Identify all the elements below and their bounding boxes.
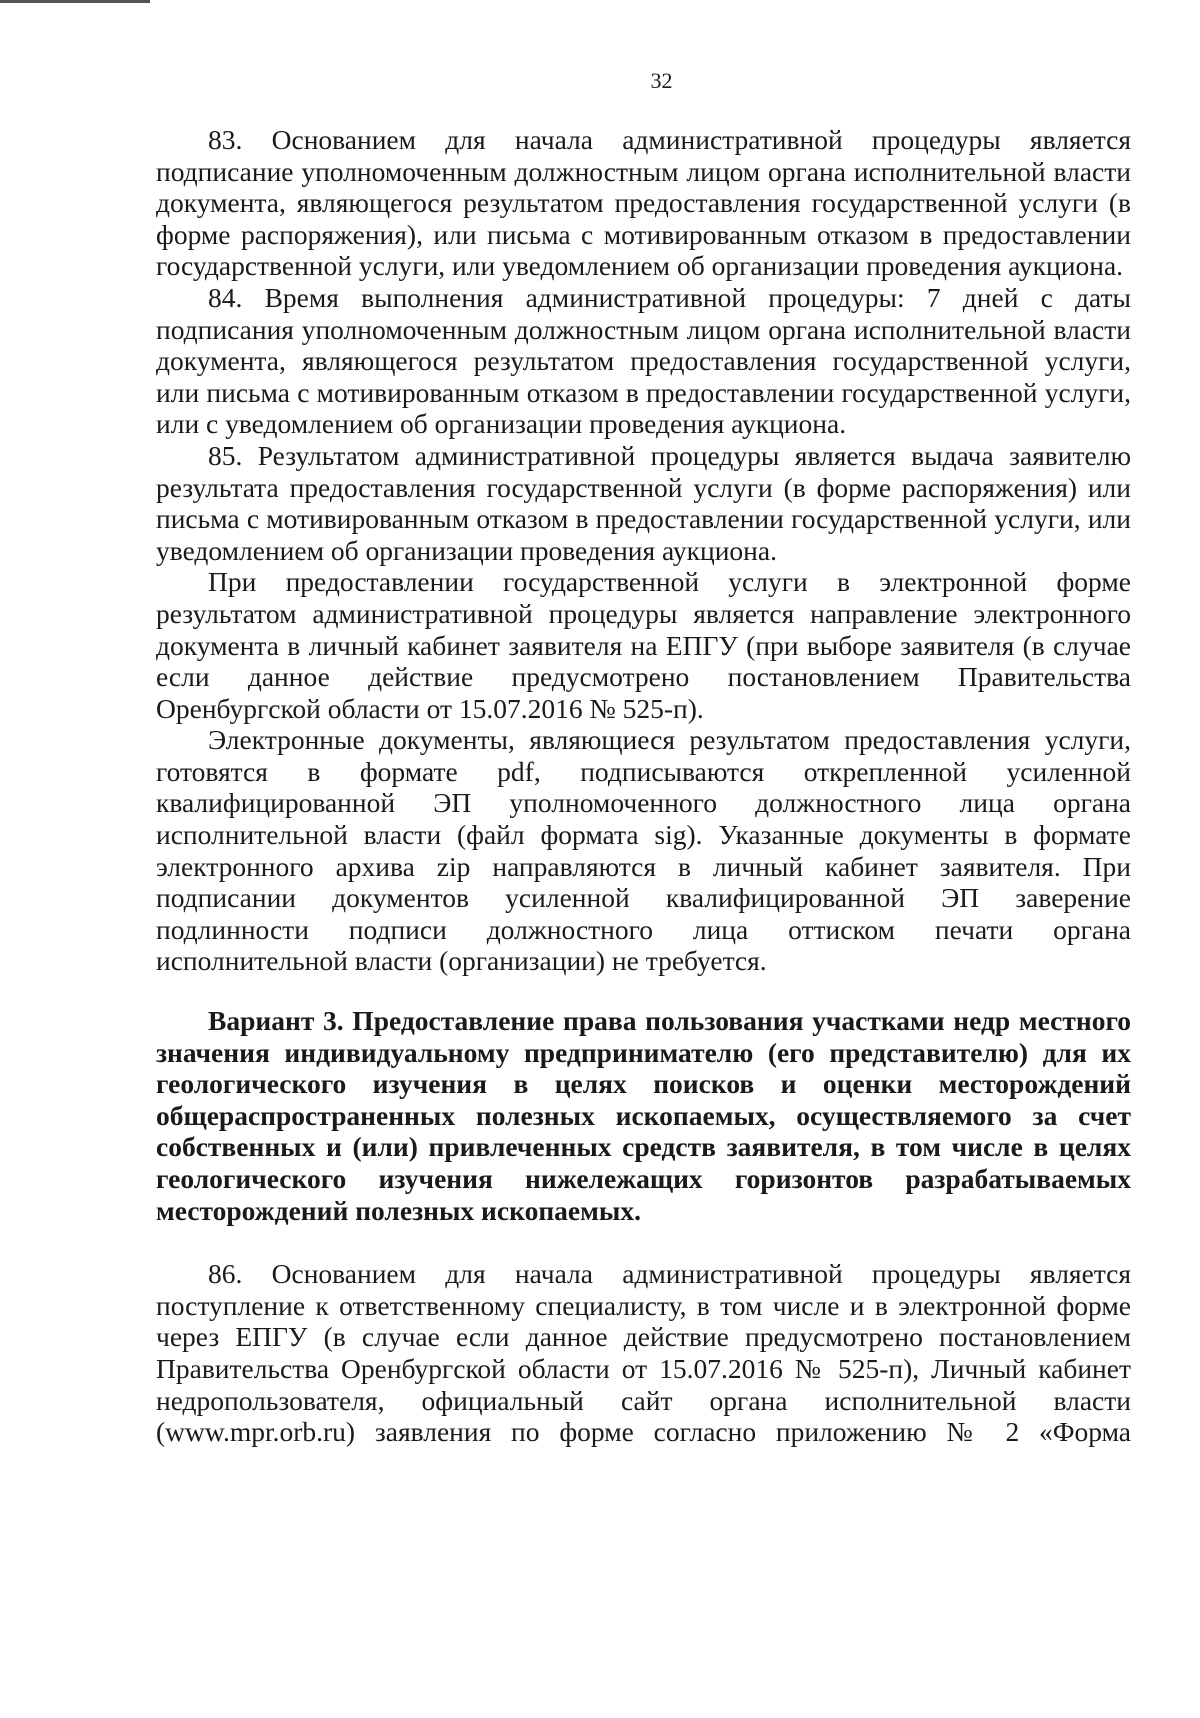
section-heading-variant-3: Вариант 3. Предоставление права пользования участками недр местного значения индивидуальному предпринимателю (его представителю) для их геологического изучения в целях поисков и оценки месторождений общераспространенных полезных ископаемых, осуществляемого за счет собственных и (или) привлеченных средств заявителя, в том числе в целях геологического изучения нижележащих горизонтов разрабатываемых месторождений полезных ископаемых. [156,1005,1131,1226]
paragraph-84: 84. Время выполнения административной процедуры: 7 дней с даты подписания уполномоченным должностным лицом органа исполнительной власти документа, являющегося результатом предоставления государственной услуги, или письма с мотивированным отказом в предоставлении государственной услуги, или с уведомлением об организации проведения аукциона. [156,281,1131,440]
paragraph-electronic-documents: Электронные документы, являющиеся результатом предоставления услуги, готовятся в формате pdf, подписываются открепленной усиленной квалифицированной ЭП уполномоченного должностного лица органа исполнительной власти (файл формата sig). Указанные документы в формате электронного архива zip направляются в личный кабинет заявителя. При подписании документов усиленной квалифицированной ЭП заверение подлинности подписи должностного лица оттиском печати органа исполнительной власти (организации) не требуется. [156,724,1131,977]
paragraph-83: 83. Основанием для начала административной процедуры является подписание уполномоченным должностным лицом органа исполнительной власти документа, являющегося результатом предоставления государственной услуги (в форме распоряжения), или письма с мотивированным отказом в предоставлении государственной услуги, или уведомлением об организации проведения аукциона. [156,124,1131,282]
page-number: 32 [650,68,673,93]
paragraph-85: 85. Результатом административной процедуры является выдача заявителю результата предоставления государственной услуги (в форме распоряжения) или письма с мотивированным отказом в предоставлении государственной услуги, или уведомлением об организации проведения аукциона. [156,439,1131,566]
paragraph-86: 86. Основанием для начала административной процедуры является поступление к ответственному специалисту, в том числе и в электронной форме через ЕПГУ (в случае если данное действие предусмотрено постановлением Правительства Оренбургской области от 15.07.2016 № 525-п), Личный кабинет недропользователя, официальный сайт органа исполнительной власти (www.mpr.orb.ru) заявления по форме согласно приложению № 2 «Форма [156,1258,1131,1448]
paragraph-electronic-result: При предоставлении государственной услуги в электронной форме результатом административной процедуры является направление электронного документа в личный кабинет заявителя на ЕПГУ (при выборе заявителя (в случае если данное действие предусмотрено постановлением Правительства Оренбургской области от 15.07.2016 № 525-п). [156,566,1131,724]
document-page [156,60,1131,1448]
scan-edge-mark [0,0,150,3]
